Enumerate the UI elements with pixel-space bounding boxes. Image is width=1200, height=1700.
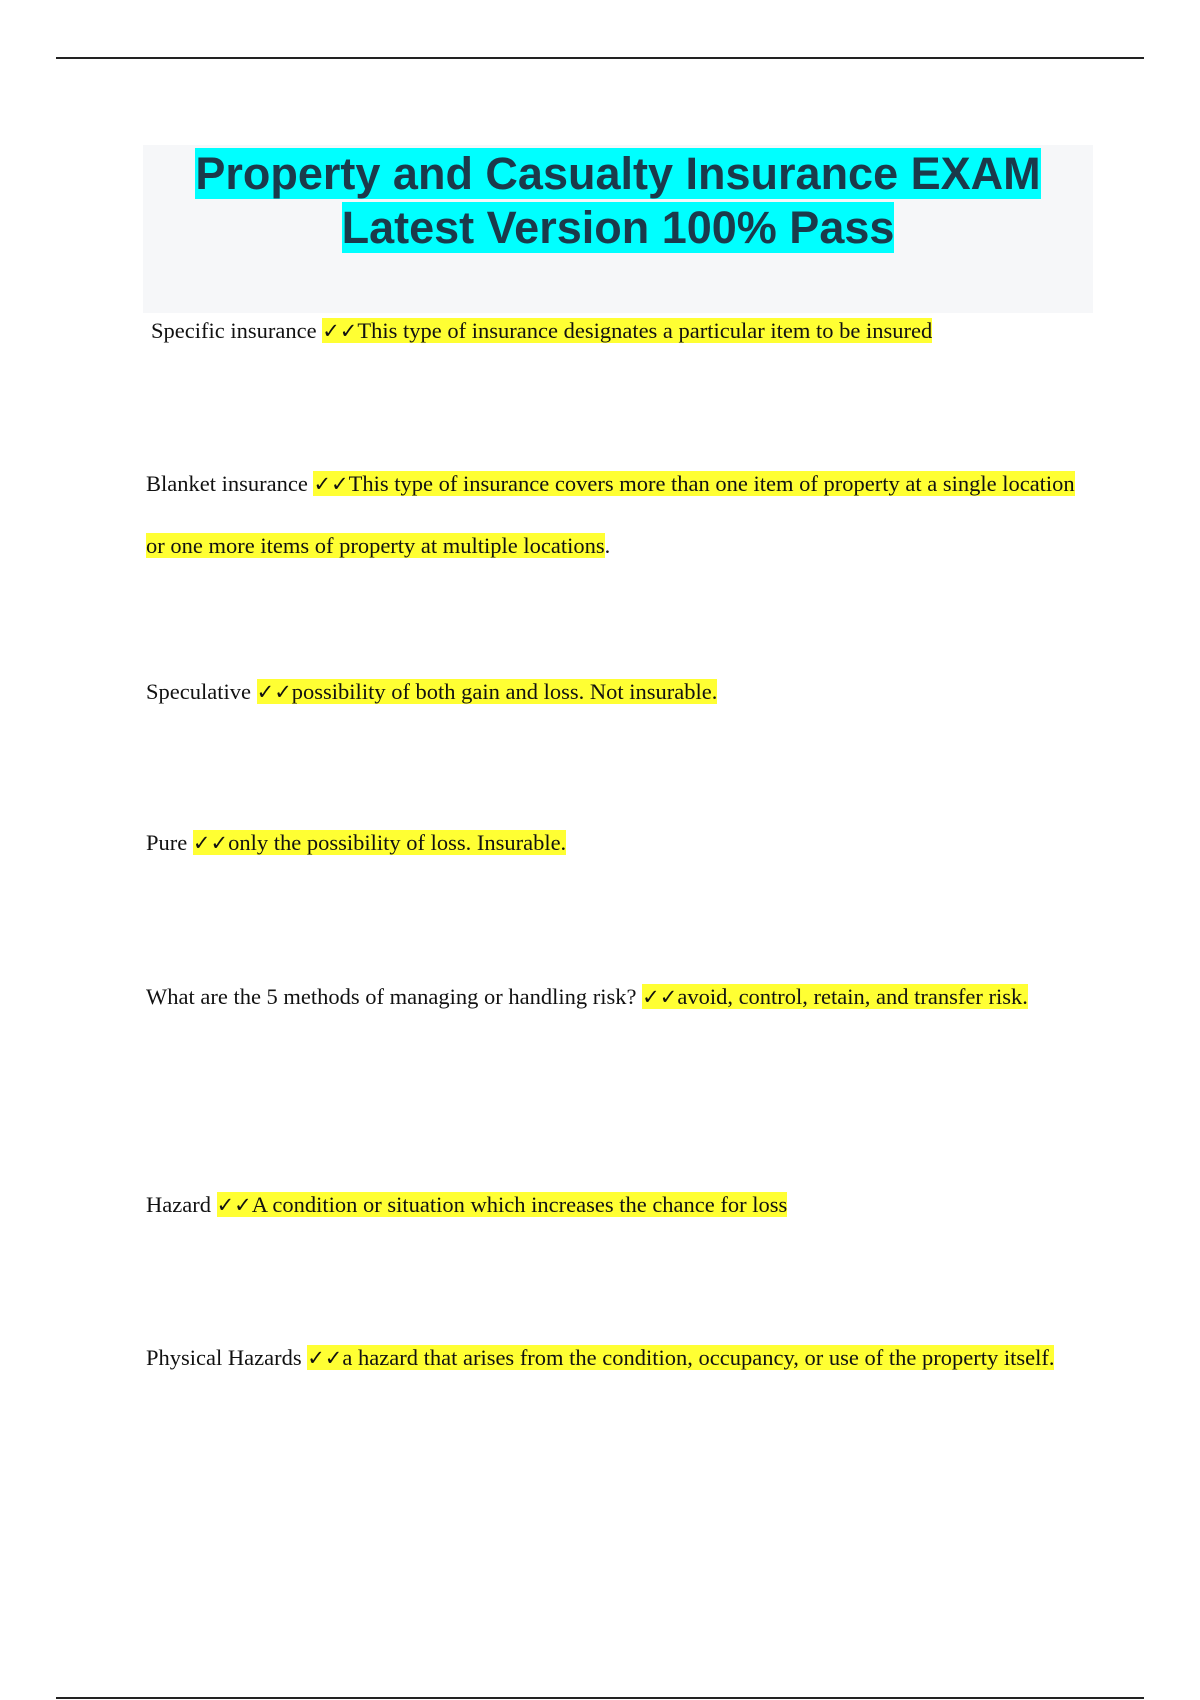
- entry-answer: [257, 679, 718, 704]
- qa-entry: [146, 453, 1076, 576]
- entry-trailing: .: [604, 533, 611, 558]
- entry-term: Physical Hazards: [146, 1345, 302, 1370]
- entry-answer: [217, 1192, 788, 1217]
- entry-answer-text: a hazard that arises from the condition, occupancy, or use of the property itself.: [342, 1345, 1055, 1370]
- qa-entry: [146, 1174, 1076, 1236]
- entry-term: Blanket insurance: [146, 471, 308, 496]
- entry-answer-text: This type of insurance covers more than one item of property at a single location or one more items of property at multiple locations: [146, 471, 1075, 558]
- title-line-1: Property and Casualty Insurance EXAM: [195, 148, 1041, 199]
- entry-term: Hazard: [146, 1192, 211, 1217]
- entry-term: What are the 5 methods of managing or handling risk?: [146, 984, 637, 1009]
- entry-term: Specific insurance: [151, 318, 317, 343]
- top-divider: [56, 57, 1144, 59]
- entry-answer-text: This type of insurance designates a particular item to be insured: [357, 318, 933, 343]
- double-check-icon: ✓✓: [642, 985, 678, 1009]
- double-check-icon: ✓✓: [313, 472, 349, 496]
- document-title: [143, 147, 1093, 255]
- qa-entry: [146, 1327, 1076, 1389]
- entry-answer: [193, 830, 566, 855]
- entry-answer: [642, 984, 1028, 1009]
- qa-entry: [146, 661, 1076, 723]
- title-line-2: Latest Version 100% Pass: [341, 202, 895, 253]
- qa-entry: [146, 966, 1076, 1028]
- entry-answer-text: A condition or situation which increases the chance for loss: [251, 1192, 788, 1217]
- double-check-icon: ✓✓: [216, 1193, 252, 1217]
- double-check-icon: ✓✓: [256, 680, 292, 704]
- qa-entry: [151, 300, 1081, 362]
- entry-answer-text: possibility of both gain and loss. Not insurable.: [291, 679, 718, 704]
- qa-entry: [146, 812, 1076, 874]
- double-check-icon: ✓✓: [192, 831, 229, 855]
- entry-term: Speculative: [146, 679, 251, 704]
- double-check-icon: ✓✓: [322, 319, 358, 343]
- bottom-divider: [56, 1697, 1144, 1699]
- entry-answer-text: avoid, control, retain, and transfer risk.: [677, 984, 1028, 1009]
- entry-answer: [307, 1345, 1054, 1370]
- entry-answer-text: only the possibility of loss. Insurable.: [228, 830, 567, 855]
- entry-answer: [322, 318, 932, 343]
- entry-term: Pure: [146, 830, 188, 855]
- double-check-icon: ✓✓: [307, 1346, 343, 1370]
